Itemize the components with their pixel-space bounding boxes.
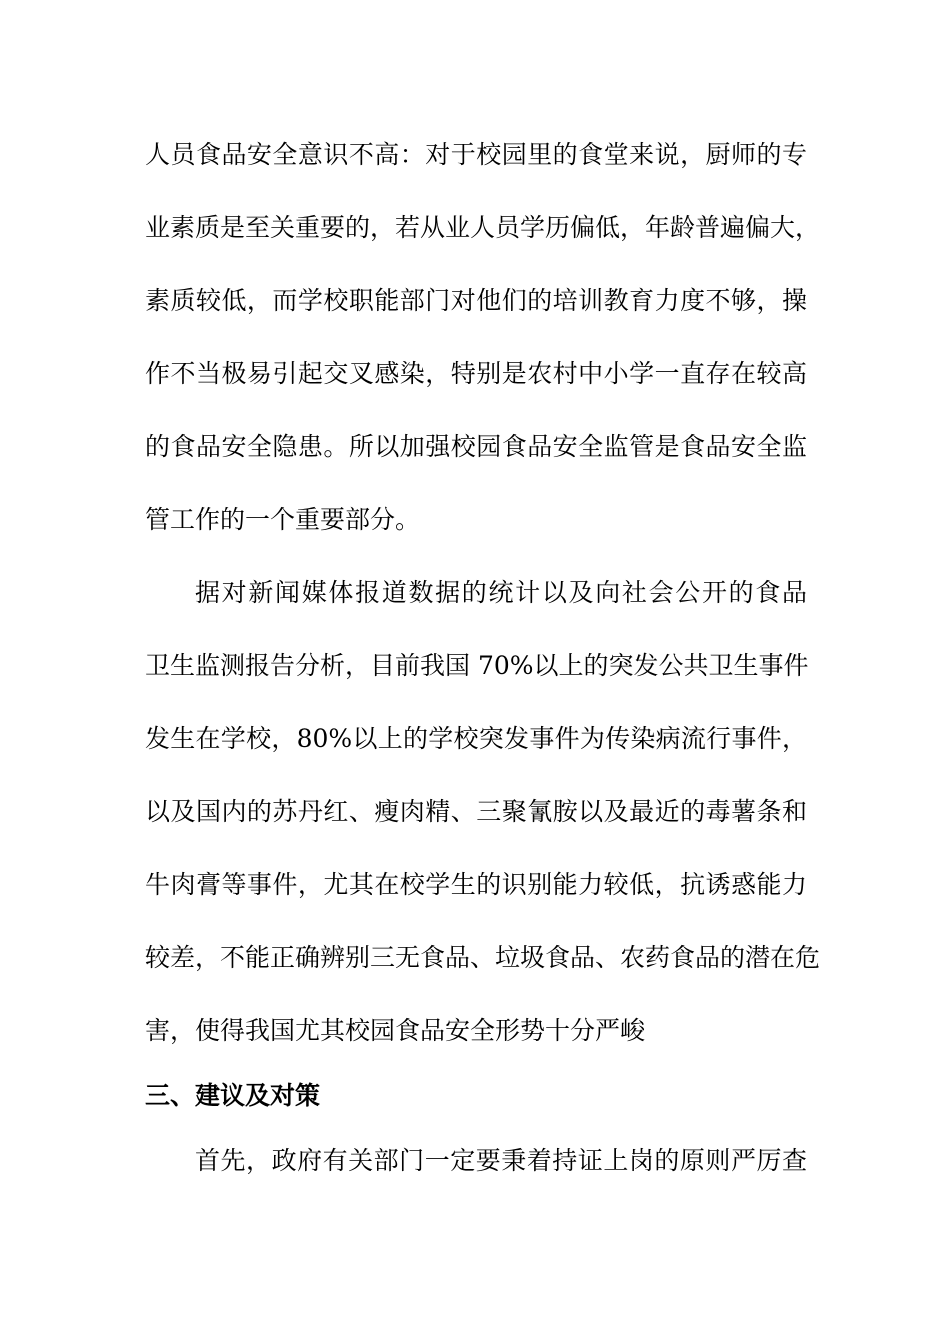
paragraph-line: 的食品安全隐患。所以加强校园食品安全监管是食品安全监 bbox=[145, 432, 807, 461]
paragraph-line: 人员食品安全意识不高：对于校园里的食堂来说，厨师的专 bbox=[145, 140, 807, 169]
paragraph-line: 首先，政府有关部门一定要秉着持证上岗的原则严厉查 bbox=[195, 1146, 807, 1175]
paragraph-line: 业素质是至关重要的，若从业人员学历偏低，年龄普遍偏大， bbox=[145, 213, 821, 242]
paragraph-line: 素质较低，而学校职能部门对他们的培训教育力度不够，操 bbox=[145, 286, 807, 315]
paragraph-line: 较差，不能正确辨别三无食品、垃圾食品、农药食品的潜在危 bbox=[145, 943, 821, 972]
paragraph-line: 发生在学校，80%以上的学校突发事件为传染病流行事件， bbox=[145, 724, 807, 753]
paragraph-line: 牛肉膏等事件，尤其在校学生的识别能力较低，抗诱惑能力 bbox=[145, 870, 807, 899]
paragraph-line: 据对新闻媒体报道数据的统计以及向社会公开的食品 bbox=[195, 578, 807, 607]
paragraph-line: 以及国内的苏丹红、瘦肉精、三聚氰胺以及最近的毒薯条和 bbox=[145, 797, 807, 826]
paragraph-line: 害，使得我国尤其校园食品安全形势十分严峻 bbox=[145, 1016, 646, 1045]
paragraph-line: 作不当极易引起交叉感染，特别是农村中小学一直存在较高 bbox=[145, 359, 807, 388]
section-heading: 三、建议及对策 bbox=[145, 1081, 321, 1110]
paragraph-line: 卫生监测报告分析，目前我国 70%以上的突发公共卫生事件 bbox=[145, 651, 809, 680]
paragraph-line: 管工作的一个重要部分。 bbox=[145, 505, 421, 534]
